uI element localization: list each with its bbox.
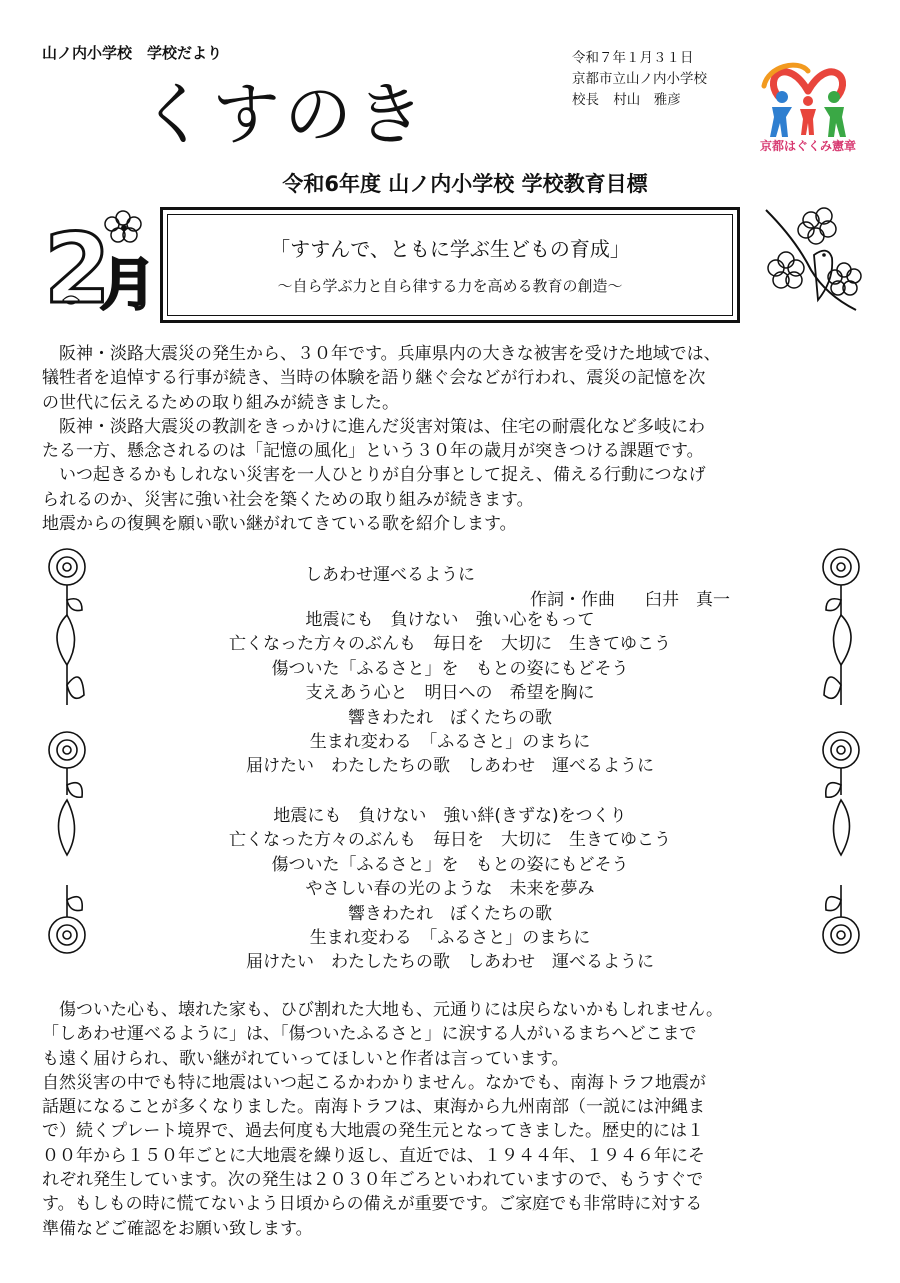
month-number: 2 bbox=[44, 213, 111, 315]
closing-line: す。もしもの時に慌てないよう日頃からの備えが重要です。ご家庭でも非常時に対する bbox=[42, 1194, 703, 1215]
lyric-line: 亡くなった方々のぶんも 毎日を 大切に 生きてゆこう bbox=[229, 634, 671, 655]
newsletter-title: くすのき bbox=[140, 76, 429, 155]
lyric-line: 支えあう心と 明日への 希望を胸に bbox=[305, 683, 595, 704]
lyric-line: 亡くなった方々のぶんも 毎日を 大切に 生きてゆこう bbox=[229, 830, 671, 851]
song-credit bbox=[530, 585, 730, 610]
closing-line: で）続くプレート境界で、過去何度も大地震の発生元となってきました。歴史的には１ bbox=[42, 1121, 704, 1142]
camellia-border-right bbox=[816, 545, 866, 975]
lyric-line: 傷ついた「ふるさと」を もとの姿にもどそう bbox=[271, 854, 629, 875]
lyric-line: 地震にも 負けない 強い絆(きずな)をつくり bbox=[273, 806, 627, 826]
closing-line: 傷ついた心も、壊れた家も、ひび割れた大地も、元通りには戻らないかもしれません。 bbox=[42, 1000, 724, 1020]
closing-line: れぞれ発生しています。次の発生は２０３０年ごろといわれていますので、もうすぐで bbox=[42, 1170, 704, 1191]
lyric-line: 響きわたれ ぼくたちの歌 bbox=[348, 707, 552, 728]
lyric-line: 届けたい わたしたちの歌 しあわせ 運べるように bbox=[246, 952, 654, 973]
closing-line: 「しあわせ運べるように」は、「傷ついたふるさと」に涙する人がいるまちへどこまで bbox=[42, 1024, 697, 1045]
closing-line: 準備などご確認をお願い致します。 bbox=[42, 1218, 313, 1239]
song-verse-2 bbox=[90, 804, 810, 975]
goal-main: 「すすんで、ともに学ぶ生どもの育成」 bbox=[270, 237, 630, 261]
lyric-line: 地震にも 負けない 強い心をもって bbox=[305, 610, 595, 630]
camellia-icon bbox=[823, 732, 859, 855]
goal-sub: ～自ら学ぶ力と自ら律する力を高める教育の創造～ bbox=[277, 277, 623, 295]
lyric-line: 響きわたれ ぼくたちの歌 bbox=[348, 903, 552, 924]
principal-name: 村山 雅彦 bbox=[613, 92, 681, 108]
header-meta bbox=[572, 48, 707, 111]
camellia-icon bbox=[49, 549, 85, 705]
plum-bird-illustration bbox=[756, 200, 866, 318]
intro-line: 犠牲者を追悼する行事が続き、当時の体験を語り継ぐ会などが行われ、震災の記憶を次 bbox=[42, 368, 706, 389]
intro-line: 地震からの復興を願い歌い継がれてきている歌を紹介します。 bbox=[42, 514, 517, 535]
lyric-line: 生まれ変わる 「ふるさと」のまちに bbox=[309, 732, 591, 753]
month-unit: 月 bbox=[100, 253, 156, 315]
song-verse-1 bbox=[90, 608, 810, 779]
closing-line: 自然災害の中でも特に地震はいつ起こるかわかりません。なかでも、南海トラフ地震が bbox=[42, 1072, 707, 1093]
principal-line bbox=[572, 90, 707, 111]
intro-text bbox=[42, 342, 864, 536]
intro-line: られるのか、災害に強い社会を築くための取り組みが続きます。 bbox=[42, 489, 534, 510]
camellia-icon bbox=[823, 885, 859, 953]
intro-line: の世代に伝えるための取り組みが続きました。 bbox=[42, 392, 399, 413]
camellia-icon bbox=[49, 732, 85, 855]
intro-line: たる一方、懸念されるのは「記憶の風化」という３０年の歳月が突きつける課題です。 bbox=[42, 441, 704, 462]
lyric-line: 生まれ変わる 「ふるさと」のまちに bbox=[309, 928, 591, 949]
lyric-line: 傷ついた「ふるさと」を もとの姿にもどそう bbox=[271, 658, 629, 679]
closing-line: ００年から１５０年ごとに大地震を繰り返し、直近では、１９４４年、１９４６年にそ bbox=[42, 1145, 705, 1166]
school-label: 山ノ内小学校 学校だより bbox=[42, 44, 223, 62]
song-credit-name: 臼井 真一 bbox=[645, 590, 730, 610]
closing-line: も遠く届けられ、歌い継がれていってほしいと作者は言っています。 bbox=[42, 1048, 569, 1069]
lyric-line: やさしい春の光のような 未来を夢み bbox=[305, 879, 595, 900]
camellia-icon bbox=[823, 549, 859, 705]
plum-blossom-icon bbox=[768, 208, 861, 295]
intro-line: 阪神・淡路大震災の教訓をきっかけに進んだ災害対策は、住宅の耐震化など多岐にわ bbox=[42, 416, 705, 437]
logo-caption: 京都はぐくみ憲章 bbox=[759, 139, 856, 153]
closing-text bbox=[42, 998, 864, 1241]
school-goal-box bbox=[160, 207, 740, 323]
february-badge bbox=[38, 200, 163, 315]
school-full-name: 京都市立山ノ内小学校 bbox=[572, 71, 707, 87]
principal-role: 校長 bbox=[572, 92, 599, 108]
intro-line: 阪神・淡路大震災の発生から、３０年です。兵庫県内の大きな被害を受けた地域では、 bbox=[42, 344, 721, 364]
camellia-border-left bbox=[42, 545, 92, 975]
song-credit-role: 作詞・作曲 bbox=[530, 590, 615, 610]
goals-heading: 令和6年度 山ノ内小学校 学校教育目標 bbox=[282, 172, 648, 196]
song-title: しあわせ運べるように bbox=[305, 565, 475, 585]
lyric-line: 届けたい わたしたちの歌 しあわせ 運べるように bbox=[246, 756, 654, 777]
closing-line: 話題になることが多くなりました。南海トラフは、東海から九州南部（一説には沖縄ま bbox=[42, 1097, 705, 1118]
intro-line: いつ起きるかもしれない災害を一人ひとりが自分事として捉え、備える行動につなげ bbox=[42, 465, 706, 486]
issue-date: 令和７年１月３１日 bbox=[572, 50, 694, 66]
camellia-icon bbox=[49, 885, 85, 953]
